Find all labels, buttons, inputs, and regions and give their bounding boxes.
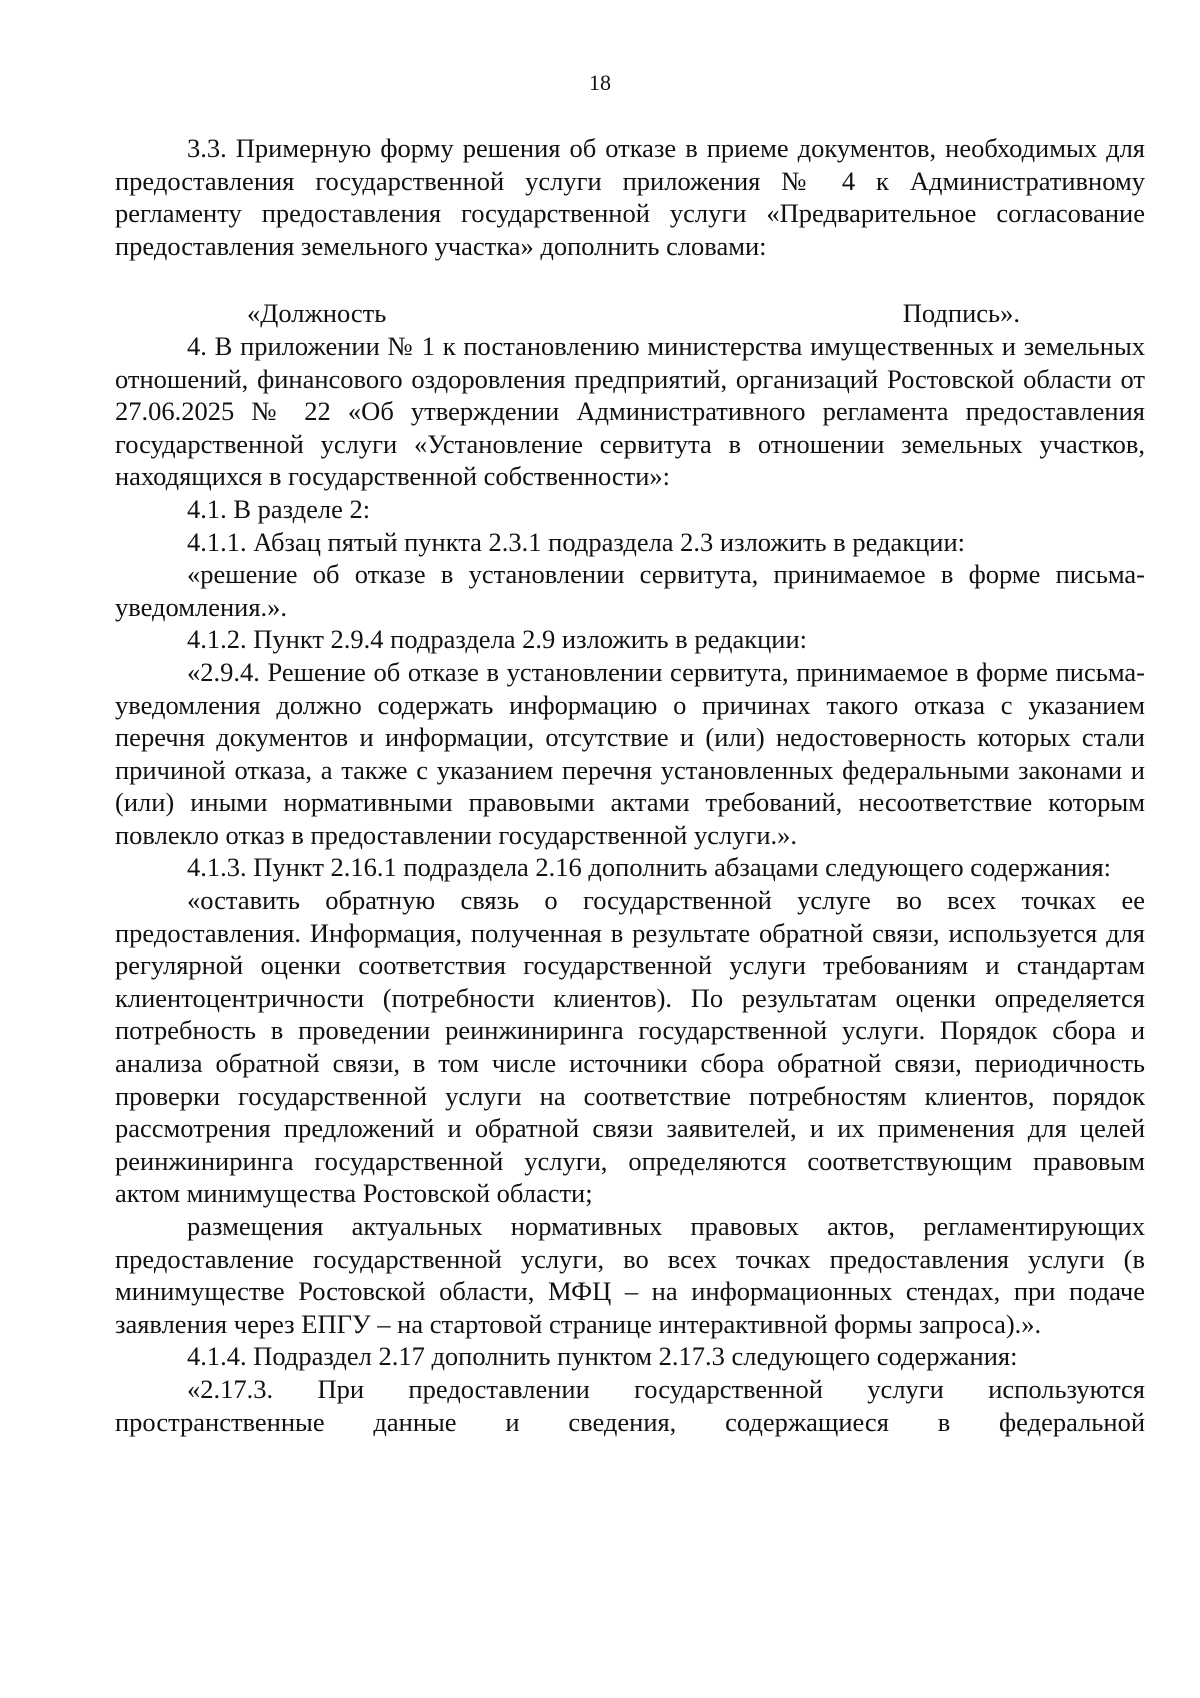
paragraph-4-1-3-quote-2: размещения актуальных нормативных правовых актов, регламентирующих предоставление государственной услуги, во всех точках предоставления услуги (в минимуществе Ростовской области, МФЦ – на информационных стендах, при подаче заявления через ЕПГУ – на стартовой странице интерактивной формы запроса).». — [115, 1211, 1145, 1339]
paragraph-4-1-4: 4.1.4. Подраздел 2.17 дополнить пунктом 2.17.3 следующего содержания: — [187, 1341, 1018, 1372]
paragraph-4-1-1-quote: «решение об отказе в установлении сервитута, принимаемое в форме письма-уведомления.». — [115, 559, 1145, 622]
paragraph-4-1-3: 4.1.3. Пункт 2.16.1 подраздела 2.16 дополнить абзацами следующего содержания: — [187, 852, 1112, 883]
spacer — [115, 262, 1145, 297]
page-number: 18 — [589, 70, 611, 95]
paragraph-4-1-3-quote-1: «оставить обратную связь о государственной услуге во всех точках ее предоставления. Информация, полученная в результате обратной связи, используется для регулярной оценки соответствия государственной услуги требованиям и стандартам клиентоцентричности (потребности клиентов). По результатам оценки определяется потребность в проведении реинжиниринга государственной услуги. Порядок сбора и анализа обратной связи, в том числе источники сбора обратной связи, периодичность проверки государственной услуги на соответствие потребностям клиентов, порядок рассмотрения предложений и обратной связи заявителей, и их применения для целей реинжиниринга государственной услуги, определяются соответствующим правовым актом минимущества Ростовской области; — [115, 885, 1145, 1209]
signature-label: Подпись». — [902, 298, 1020, 329]
paragraph-4-1-2-quote: «2.9.4. Решение об отказе в установлении сервитута, принимаемое в форме письма-уведомления должно содержать информацию о причинах такого отказа с указанием перечня документов и информации, отсутствие и (или) недостоверность которых стали причиной отказа, а также с указанием перечня установленных федеральными законами и (или) иными нормативными правовыми актами требований, несоответствие которым повлекло отказ в предоставлении государственной услуги.». — [115, 656, 1145, 850]
paragraph-3-3: 3.3. Примерную форму решения об отказе в приеме документов, необходимых для предоставления государственной услуги приложения № 4 к Административному регламенту предоставления государственной услуги «Предварительное согласование предоставления земельного участка» дополнить словами: — [115, 133, 1145, 261]
position-label: «Должность — [247, 298, 387, 329]
paragraph-4-1-4-quote: «2.17.3. При предоставлении государственной услуги используются пространственные данные и сведения, содержащиеся в федеральной — [115, 1373, 1145, 1437]
document-body — [115, 132, 1145, 1438]
signature-line — [115, 297, 1145, 330]
paragraph-4: 4. В приложении № 1 к постановлению министерства имущественных и земельных отношений, финансового оздоровления предприятий, организаций Ростовской области от 27.06.2025 № 22 «Об утверждении Административного регламента предоставления государственной услуги «Установление сервитута в отношении земельных участков, находящихся в государственной собственности»: — [115, 330, 1145, 492]
paragraph-4-1-2: 4.1.2. Пункт 2.9.4 подраздела 2.9 изложить в редакции: — [187, 624, 808, 655]
paragraph-4-1: 4.1. В разделе 2: — [187, 493, 371, 524]
paragraph-4-1-1: 4.1.1. Абзац пятый пункта 2.3.1 подраздела 2.3 изложить в редакции: — [187, 526, 966, 557]
